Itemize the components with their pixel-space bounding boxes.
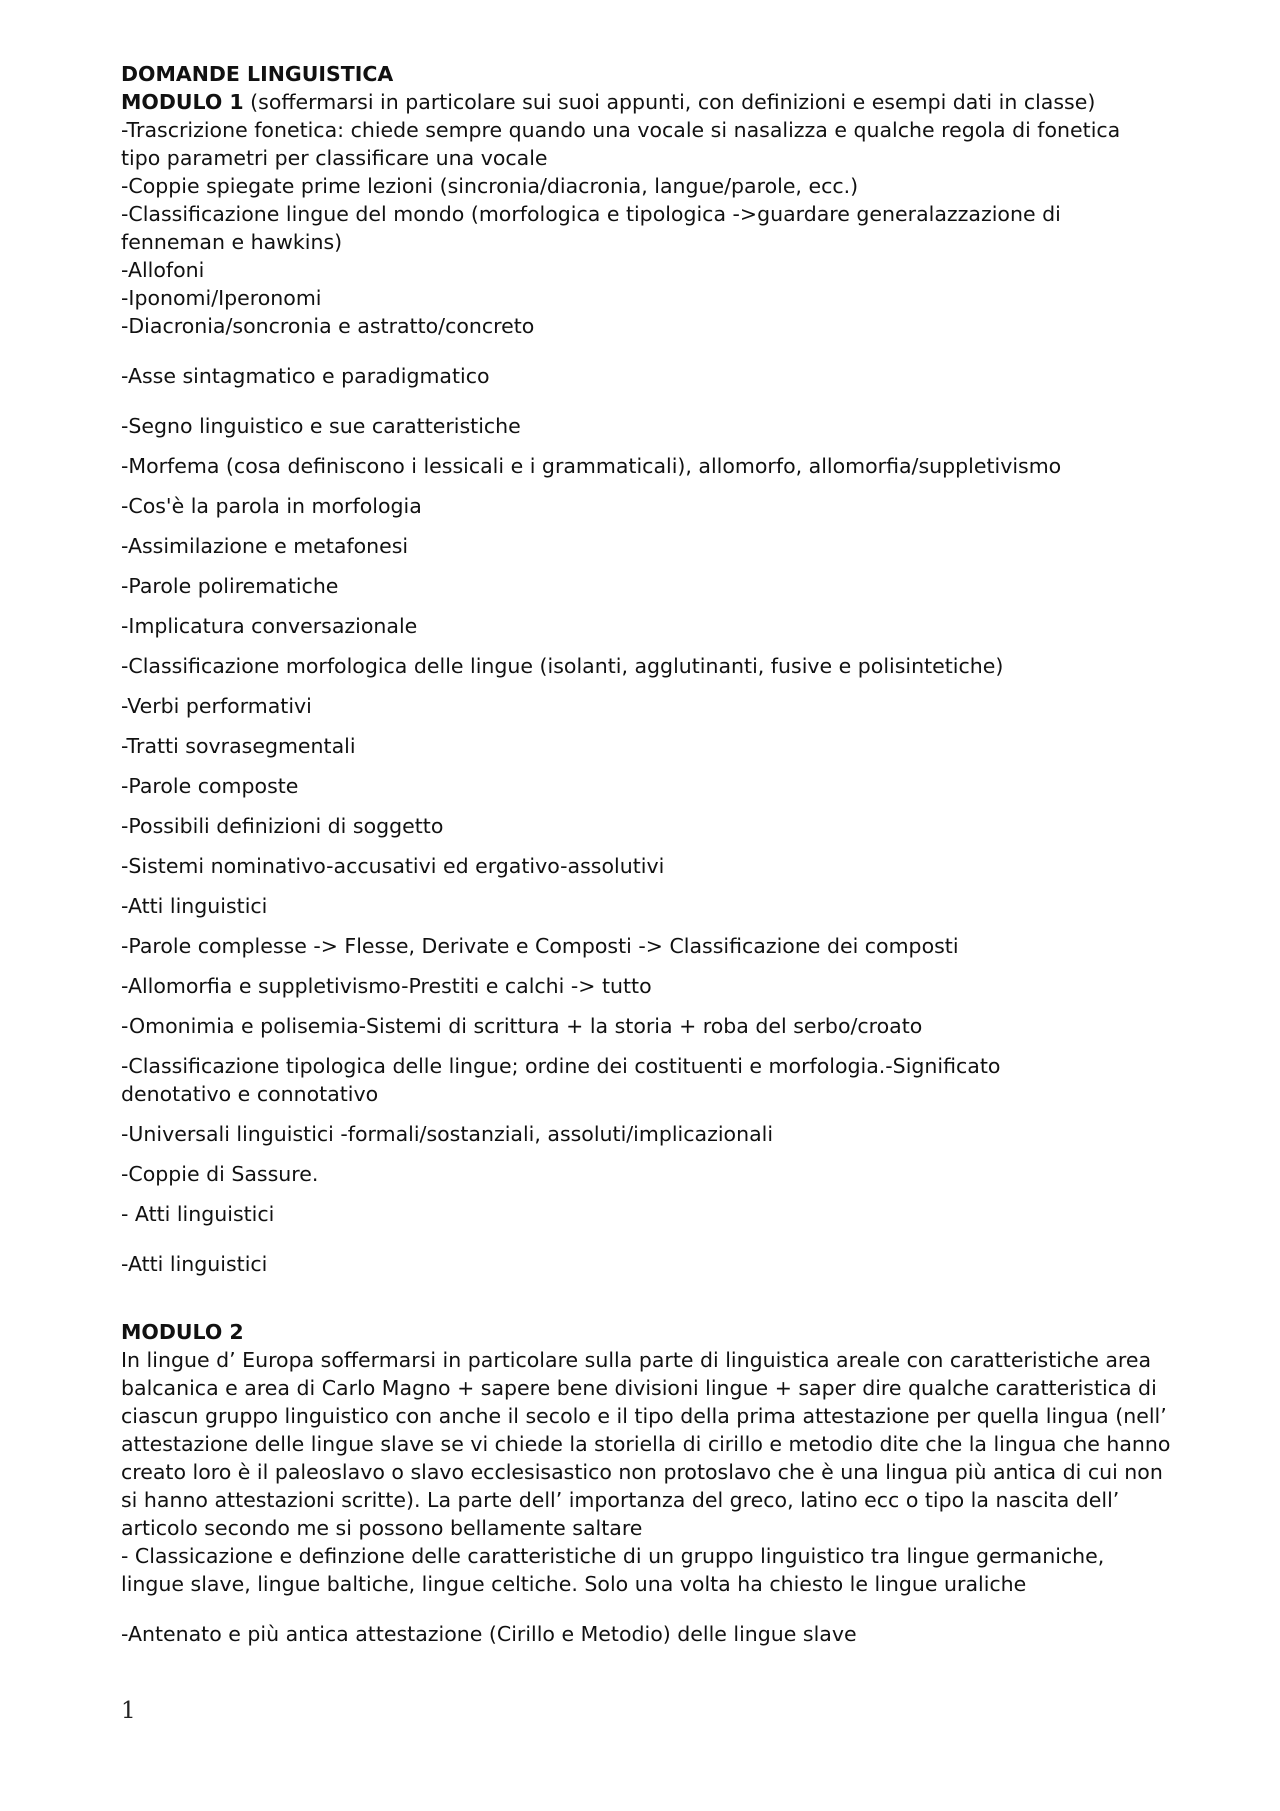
module2-heading: MODULO 2 xyxy=(121,1320,244,1344)
list-item: -Asse sintagmatico e paradigmatico xyxy=(121,364,490,388)
list-item: -Morfema (cosa definiscono i lessicali e i grammaticali), allomorfo, allomorfia/suppletivismo xyxy=(121,454,1062,478)
list-item: -Verbi performativi xyxy=(121,694,312,718)
list-item: -Omonimia e polisemia-Sistemi di scrittura + la storia + roba del serbo/croato xyxy=(121,1014,923,1038)
document-title: DOMANDE LINGUISTICA xyxy=(121,62,394,86)
list-item: -Assimilazione e metafonesi xyxy=(121,534,409,558)
list-item: -Classificazione lingue del mondo (morfologica e tipologica ->guardare generalazzazione di fenneman e hawkins) xyxy=(121,202,1061,254)
page-number: 1 xyxy=(121,1698,136,1724)
list-item: -Segno linguistico e sue caratteristiche xyxy=(121,414,521,438)
list-item: -Sistemi nominativo-accusativi ed ergativo-assolutivi xyxy=(121,854,665,878)
document-page xyxy=(121,60,1171,1648)
list-item: -Implicatura conversazionale xyxy=(121,614,418,638)
list-item: -Universali linguistici -formali/sostanziali, assoluti/implicazionali xyxy=(121,1122,774,1146)
module2-paragraph: - Classicazione e definzione delle caratteristiche di un gruppo linguistico tra lingue germaniche, lingue slave, lingue baltiche, lingue celtiche. Solo una volta ha chiesto le lingue uraliche xyxy=(121,1544,1105,1596)
list-item: -Classificazione tipologica delle lingue; ordine dei costituenti e morfologia.-Significato denotativo e connotativo xyxy=(121,1054,1001,1106)
module1-heading: MODULO 1 xyxy=(121,90,244,114)
list-item: -Atti linguistici xyxy=(121,1252,268,1276)
list-item: -Possibili definizioni di soggetto xyxy=(121,814,444,838)
list-item: -Parole complesse -> Flesse, Derivate e Composti -> Classificazione dei composti xyxy=(121,934,959,958)
list-item: -Tratti sovrasegmentali xyxy=(121,734,356,758)
list-item: -Allomorfia e suppletivismo-Prestiti e calchi -> tutto xyxy=(121,974,652,998)
module2-paragraph: In lingue d’ Europa soffermarsi in particolare sulla parte di linguistica areale con caratteristiche area balcanica e area di Carlo Magno + sapere bene divisioni lingue + saper dire qualche caratteristica di ciascun gruppo linguistico con anche il secolo e il tipo della prima attestazione per quella lingua (nell’ attestazione delle lingue slave se vi chiede la storiella di cirillo e metodio dite che la lingua che hanno creato loro è il paleoslavo o slavo ecclesisastico non protoslavo che è una lingua più antica di cui non si hanno attestazioni scritte). La parte dell’ importanza del greco, latino ecc o tipo la nascita dell’ articolo secondo me si possono bellamente saltare xyxy=(121,1348,1171,1540)
list-item: - Atti linguistici xyxy=(121,1202,275,1226)
list-item: -Coppie di Sassure. xyxy=(121,1162,319,1186)
list-item: -Diacronia/soncronia e astratto/concreto xyxy=(121,314,535,338)
list-item: -Allofoni xyxy=(121,258,205,282)
module1-header xyxy=(121,88,1171,116)
module2-paragraph: -Antenato e più antica attestazione (Cirillo e Metodio) delle lingue slave xyxy=(121,1622,857,1646)
list-item: -Cos'è la parola in morfologia xyxy=(121,494,422,518)
list-item: -Parole composte xyxy=(121,774,299,798)
list-item: -Atti linguistici xyxy=(121,894,268,918)
module1-note: (soffermarsi in particolare sui suoi appunti, con definizioni e esempi dati in classe) xyxy=(243,90,1096,114)
list-item: -Classificazione morfologica delle lingue (isolanti, agglutinanti, fusive e polisintetiche) xyxy=(121,654,1004,678)
list-item: -Parole polirematiche xyxy=(121,574,339,598)
list-item: -Trascrizione fonetica: chiede sempre quando una vocale si nasalizza e qualche regola di fonetica tipo parametri per classificare una vocale xyxy=(121,118,1121,170)
list-item: -Coppie spiegate prime lezioni (sincronia/diacronia, langue/parole, ecc.) xyxy=(121,174,859,198)
list-item: -Iponomi/Iperonomi xyxy=(121,286,322,310)
